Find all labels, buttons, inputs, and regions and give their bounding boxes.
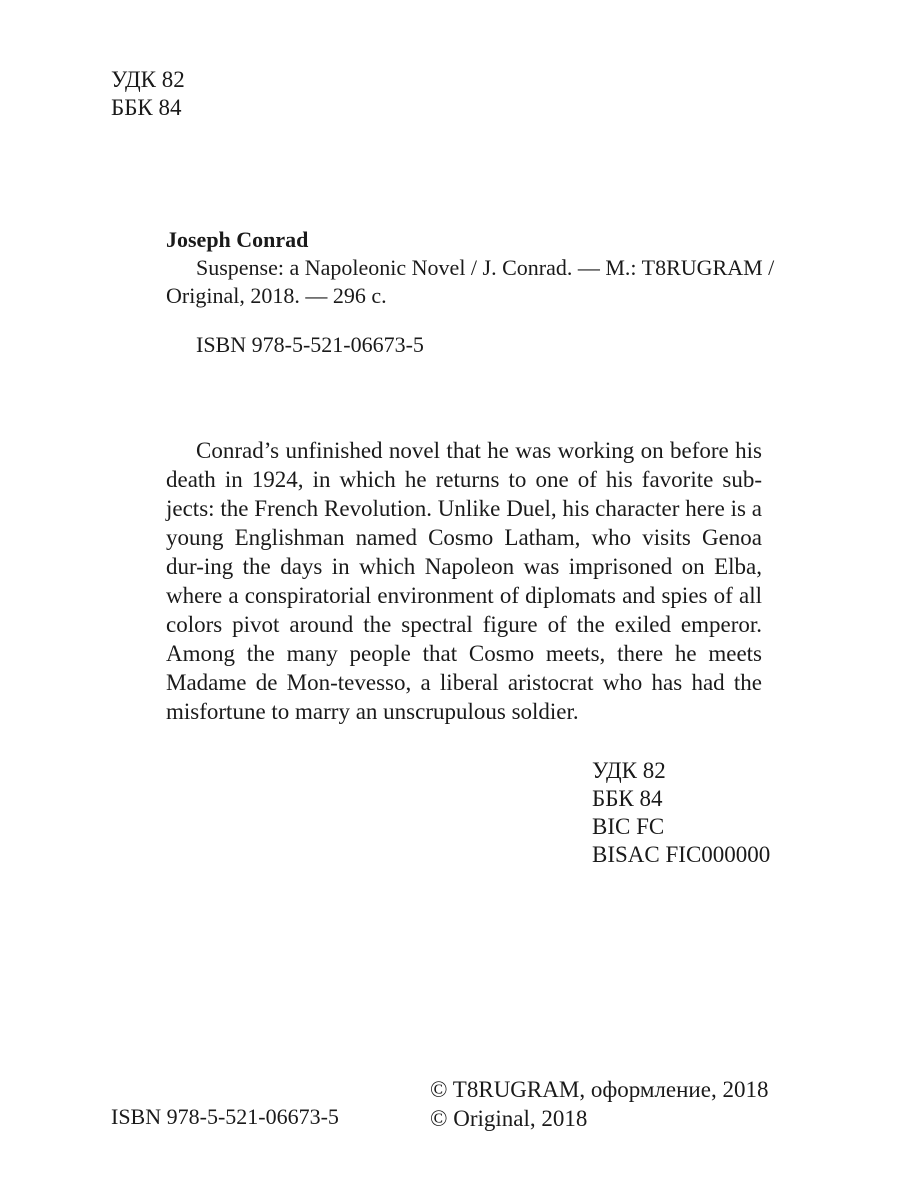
- bic-code: BIC FC: [592, 814, 665, 839]
- copyright-publisher: © T8RUGRAM, оформление, 2018: [430, 1077, 769, 1102]
- copyright-original: © Original, 2018: [430, 1106, 588, 1131]
- bibliographic-record-line-1: Suspense: a Napoleonic Novel / J. Conrad. — M.: T8RUGRAM /: [196, 255, 775, 280]
- bisac-code: BISAC FIC000000: [592, 842, 771, 867]
- udk-code-right: УДК 82: [592, 758, 666, 783]
- classification-codes: [592, 757, 770, 869]
- author-name: Joseph Conrad: [166, 227, 309, 252]
- footer-isbn: ISBN 978-5-521-06673-5: [111, 1104, 339, 1129]
- top-classification-codes: [111, 66, 185, 122]
- copyright-block: [430, 1075, 768, 1133]
- bbk-code-right: ББК 84: [592, 786, 663, 811]
- isbn-record: ISBN 978-5-521-06673-5: [196, 332, 424, 357]
- bibliographic-record-line-2: Original, 2018. — 296 с.: [166, 283, 387, 308]
- book-annotation: Conrad’s unfinished novel that he was working on before his death in 1924, in which he returns to one of his favorite sub-jects: the French Revolution. Unlike Duel, his character here is a young Englishman named Cosmo Latham, who visits Genoa dur-ing the days in which Napoleon was imprisoned on Elba, where a conspiratorial environment of diplomats and spies of all colors pivot around the spectral figure of the exiled emperor. Among the many people that Cosmo meets, there he meets Madame de Mon-tevesso, a liberal aristocrat who has had the misfortune to marry an unscrupulous soldier.: [166, 438, 762, 724]
- bbk-code: ББК 84: [111, 95, 182, 120]
- udk-code: УДК 82: [111, 67, 185, 92]
